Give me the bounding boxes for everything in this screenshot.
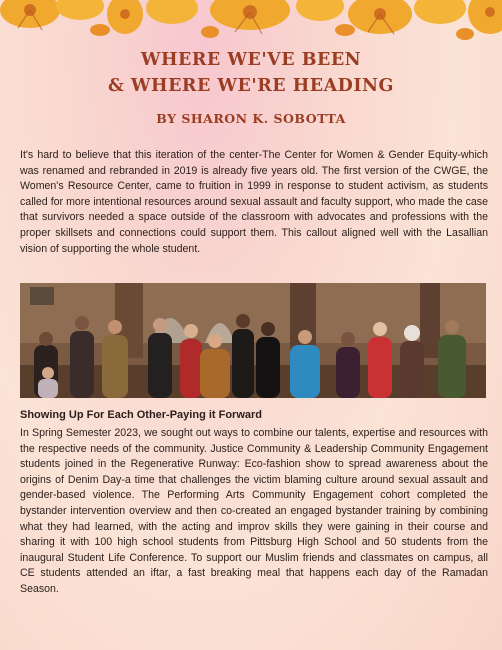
intro-paragraph: It's hard to believe that this iteration of the center-The Center for Women & Gender Equity-which was renamed and rebranded in 2019 is already five years old. The first version of the CWGE, the Women's Resource Center, came to fruition in 1999 in response to student activism, as students called for more intentional resources around sexual assault and faculty support, who made the case that survivors needed a space outside of the classroom with advocates and professions with the proper skillsets and connections could support them. This callout aligned well with the Lasallian vision of supporting the whole student.	[20, 149, 488, 255]
group-photo	[20, 283, 486, 398]
floral-border	[0, 0, 502, 46]
page-title-line-2: & WHERE WE'RE HEADING	[108, 76, 394, 96]
section-paragraph: In Spring Semester 2023, we sought out ways to combine our talents, expertise and resources with the respective needs of the community. Justice Community & Leadership Community Engagement students joined in the Regenerative Runway: Eco-fashion show to spread awareness about the origins of Denim Day-a time that challenges the victim blaming culture around sexual assault and gender-based violence. The Performing Arts Community Engagement cohort completed the bystander intervention overview and then co-created an engaged bystander training by combining what they had learned, with the acting and improv skills they were gaining in their course and sharing it with 100 high school students from Pittsburg High School and 50 students from the inaugural Student Life Conference. To support our Muslim friends and classmates on campus, all CE students attended an iftar, a fast breaking meal that happens each day of the Ramadan Season.	[20, 427, 488, 595]
section-heading: Showing Up For Each Other-Paying it Forward	[20, 409, 263, 421]
byline: BY SHARON K. SOBOTTA	[156, 111, 346, 126]
page-title-line-1: WHERE WE'VE BEEN	[140, 50, 362, 70]
